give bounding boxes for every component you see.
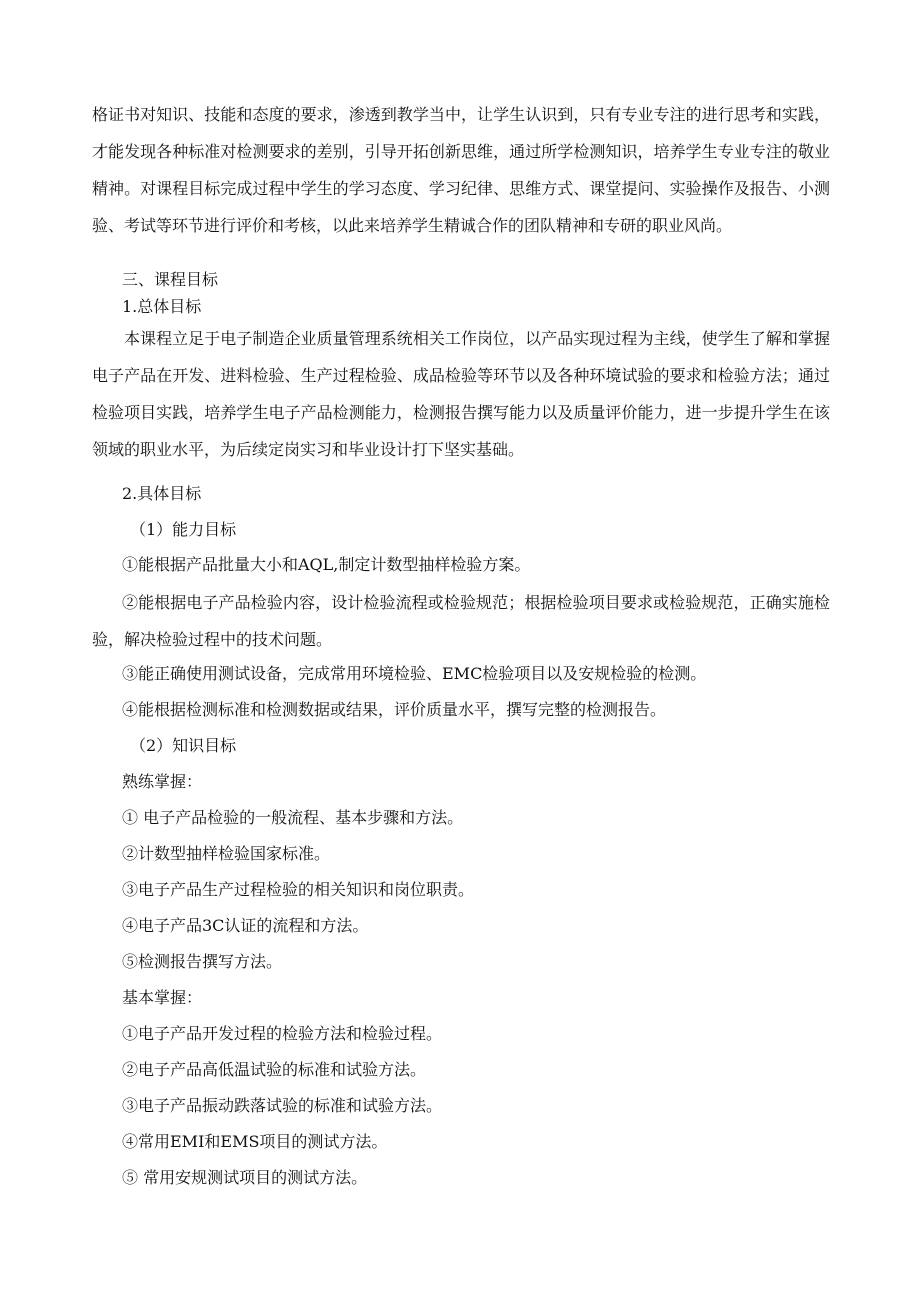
basic-item: ③电子产品振动跌落试验的标准和试验方法。 [122, 1096, 443, 1115]
subsection-heading-overall: 1.总体目标 [122, 297, 202, 316]
knowledge-goals-heading: （2）知识目标 [130, 736, 237, 755]
master-item: ① 电子产品检验的一般流程、基本步骤和方法。 [122, 808, 464, 827]
basic-item: ④常用EMI和EMS项目的测试方法。 [122, 1132, 388, 1151]
ability-item-2: ②能根据电子产品检验内容，设计检验流程或检验规范；根据检验项目要求或检验规范，正确实施检验，解决检验过程中的技术问题。 [92, 593, 830, 649]
master-item: ④电子产品3C认证的流程和方法。 [122, 916, 369, 935]
ability-item-3: ③能正确使用测试设备，完成常用环境检验、EMC检验项目以及安规检验的检测。 [122, 664, 707, 683]
master-item: ②计数型抽样检验国家标准。 [122, 844, 331, 863]
master-heading: 熟练掌握： [122, 772, 203, 791]
basic-heading: 基本掌握： [122, 988, 203, 1007]
overall-goal-paragraph: 本课程立足于电子制造企业质量管理系统相关工作岗位，以产品实现过程为主线，使学生了解和掌握电子产品在开发、进料检验、生产过程检验、成品检验等环节以及各种环境试验的要求和检验方法；通过检验项目实践，培养学生电子产品检测能力，检测报告撰写能力以及质量评价能力，进一步提升学生在该领域的职业水平，为后续定岗实习和毕业设计打下坚实基础。 [92, 329, 830, 459]
subsection-heading-specific: 2.具体目标 [122, 484, 202, 503]
ability-goals-heading: （1）能力目标 [130, 520, 237, 539]
master-item: ⑤检测报告撰写方法。 [122, 952, 283, 971]
basic-item: ⑤ 常用安规测试项目的测试方法。 [122, 1168, 368, 1187]
section-heading-course-goals: 三、课程目标 [122, 270, 219, 289]
ability-item-1: ①能根据产品批量大小和AQL,制定计数型抽样检验方案。 [122, 555, 531, 574]
intro-paragraph: 格证书对知识、技能和态度的要求，渗透到教学当中，让学生认识到，只有专业专注的进行思考和实践，才能发现各种标准对检测要求的差别，引导开拓创新思维，通过所学检测知识，培养学生专业专注的敬业精神。对课程目标完成过程中学生的学习态度、学习纪律、思维方式、课堂提问、实验操作及报告、小测验、考试等环节进行评价和考核，以此来培养学生精诚合作的团队精神和专研的职业风尚。 [92, 105, 830, 235]
basic-item: ②电子产品高低温试验的标准和试验方法。 [122, 1060, 427, 1079]
master-item: ③电子产品生产过程检验的相关知识和岗位职责。 [122, 880, 475, 899]
ability-item-4: ④能根据检测标准和检测数据或结果，评价质量水平，撰写完整的检测报告。 [122, 700, 667, 719]
basic-item: ①电子产品开发过程的检验方法和检验过程。 [122, 1024, 443, 1043]
